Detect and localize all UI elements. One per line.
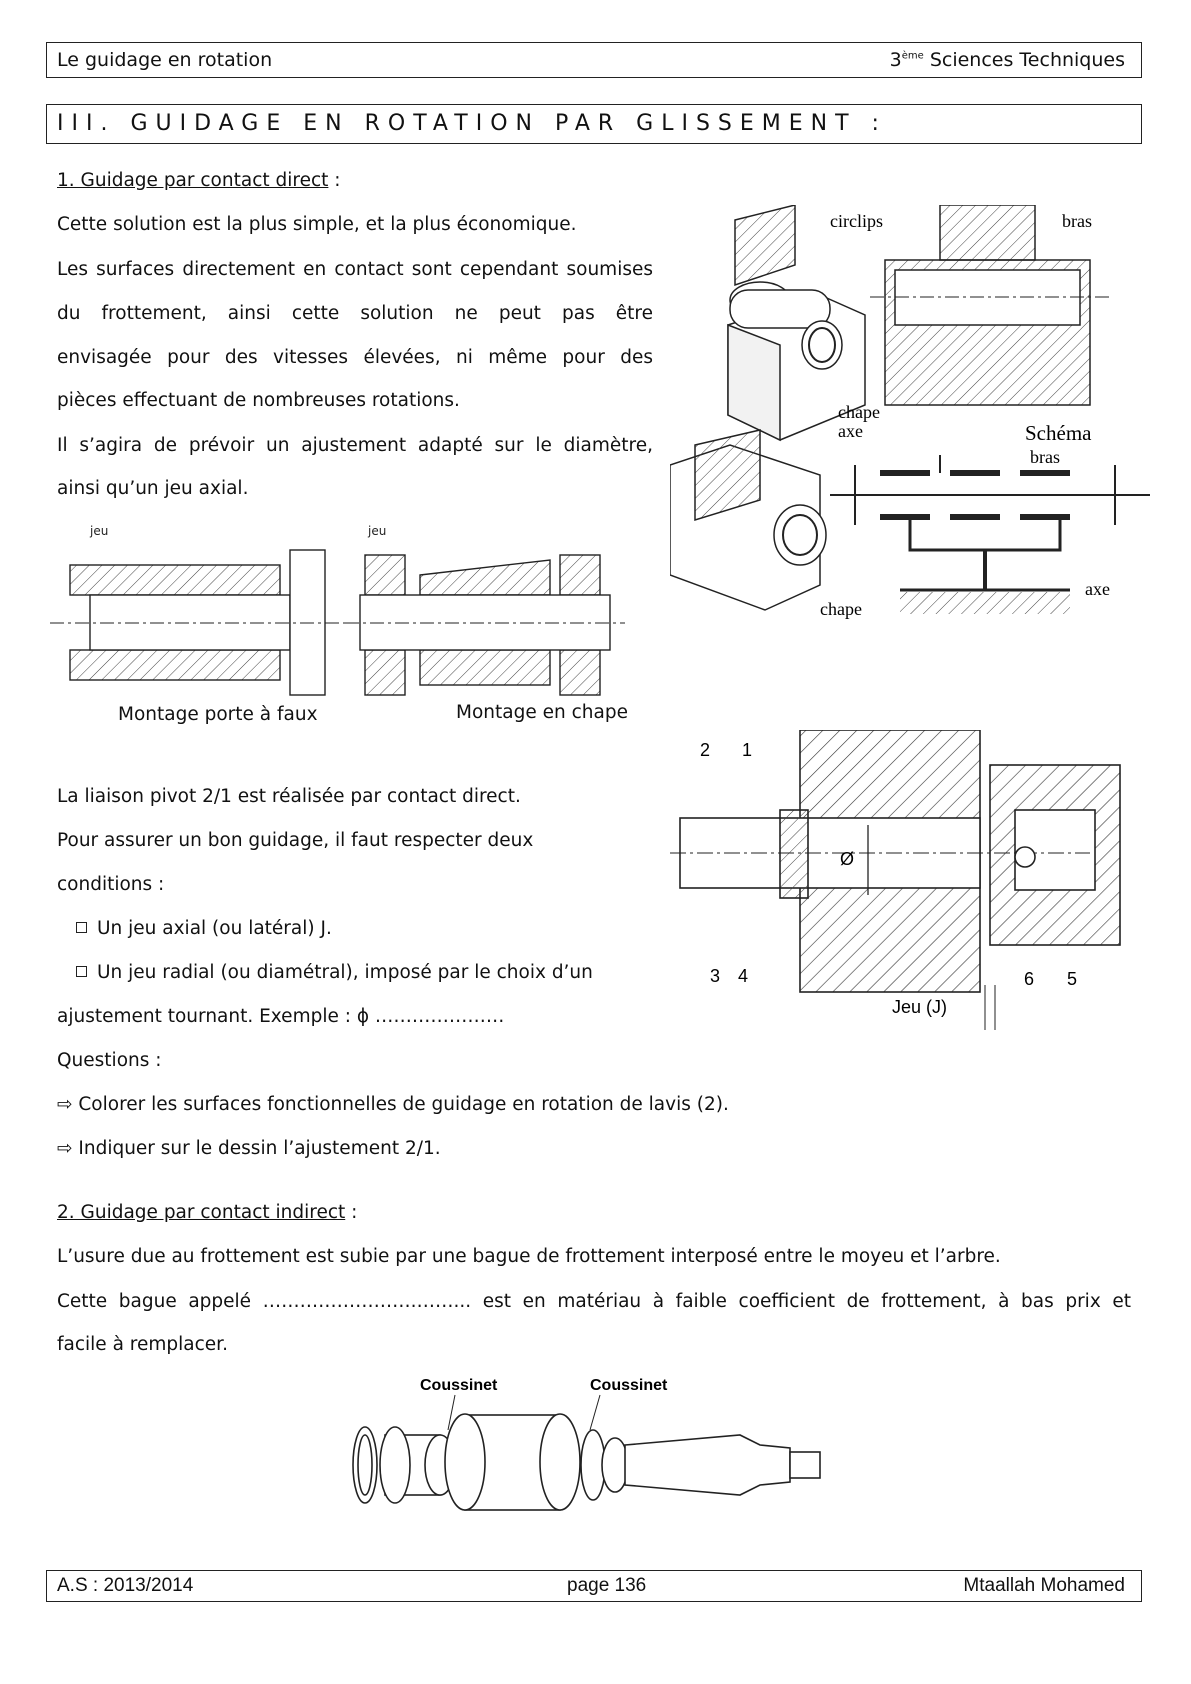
header-title: Le guidage en rotation bbox=[57, 49, 273, 71]
part1-line-1: Cette solution est la plus simple, et la plus économique. bbox=[57, 214, 577, 235]
pivot-label-1: 1 bbox=[742, 740, 753, 760]
part1-line-2: Les surfaces directement en contact sont cependant soumises bbox=[57, 259, 653, 280]
part1-line-7: ainsi qu’un jeu axial. bbox=[57, 478, 249, 499]
coussinet-left-label: Coussinet bbox=[420, 1377, 498, 1394]
section-title: III. GUIDAGE EN ROTATION PAR GLISSEMENT : bbox=[57, 111, 887, 136]
page-header bbox=[46, 42, 1142, 78]
pivot-label-jeu: Jeu (J) bbox=[892, 997, 948, 1017]
checkbox-icon bbox=[76, 966, 87, 977]
chape-figure bbox=[670, 205, 1150, 655]
jeu-label-left: jeu bbox=[90, 524, 109, 538]
label-schema-bras: bras bbox=[1030, 447, 1060, 467]
caption-porte-a-faux: Montage porte à faux bbox=[118, 704, 318, 725]
pivot-line-2: Pour assurer un bon guidage, il faut respecter deux bbox=[57, 830, 534, 851]
bullet-1: Un jeu axial (ou latéral) J. bbox=[76, 919, 332, 939]
pivot-line-3: conditions : bbox=[57, 874, 165, 895]
footer-author: Mtaallah Mohamed bbox=[963, 1575, 1125, 1596]
chape-3d-bottom bbox=[670, 430, 826, 610]
label-circlips: circlips bbox=[830, 211, 883, 231]
checkbox-icon bbox=[76, 922, 87, 933]
question-1: ⇨ Colorer les surfaces fonctionnelles de guidage en rotation de lavis (2). bbox=[57, 1094, 729, 1115]
pivot-label-4: 4 bbox=[738, 966, 749, 986]
pivot-label-3: 3 bbox=[710, 966, 721, 986]
label-schema: Schéma bbox=[1025, 421, 1092, 445]
part2-line-3: facile à remplacer. bbox=[57, 1334, 228, 1355]
pivot-label-phi: Ø bbox=[840, 849, 855, 869]
header-class: 3ème Sciences Techniques bbox=[889, 49, 1125, 71]
montage-figures bbox=[50, 515, 650, 700]
example-line: ajustement tournant. Exemple : ϕ ………………… bbox=[57, 1006, 505, 1027]
pivot-label-2: 2 bbox=[700, 740, 711, 760]
page-footer bbox=[46, 1570, 1142, 1602]
part1-line-5: pièces effectuant de nombreuses rotations. bbox=[57, 390, 460, 411]
label-axe: axe bbox=[838, 421, 863, 441]
label-bras: bras bbox=[1062, 211, 1092, 231]
section-view bbox=[870, 205, 1110, 405]
part1-line-6: Il s’agira de prévoir un ajustement adapté sur le diamètre, bbox=[57, 435, 653, 456]
jeu-label-right: jeu bbox=[368, 524, 387, 538]
caption-en-chape: Montage en chape bbox=[456, 702, 628, 723]
part1-line-4: envisagée pour des vitesses élevées, ni même pour des bbox=[57, 347, 653, 368]
bullet-2: Un jeu radial (ou diamétral), imposé par le choix d’un bbox=[76, 963, 593, 983]
questions-label: Questions : bbox=[57, 1050, 162, 1071]
part2-line-2: Cette bague appelé …………………….……... est en matériau à faible coefficient de frottement, à bas prix et bbox=[57, 1291, 1131, 1312]
question-2: ⇨ Indiquer sur le dessin l’ajustement 2/1. bbox=[57, 1138, 441, 1159]
part1-heading: 1. Guidage par contact direct : bbox=[57, 170, 341, 191]
pivot-label-6: 6 bbox=[1024, 969, 1035, 989]
coussinet-right-label: Coussinet bbox=[590, 1377, 668, 1394]
pivot-label-5: 5 bbox=[1067, 969, 1078, 989]
footer-year: A.S : 2013/2014 bbox=[57, 1575, 194, 1596]
arrow-icon: ⇨ bbox=[57, 1138, 79, 1159]
label-chape: chape bbox=[838, 402, 880, 422]
pivot-line-1: La liaison pivot 2/1 est réalisée par contact direct. bbox=[57, 786, 521, 807]
part2-line-1: L’usure due au frottement est subie par une bague de frottement interposé entre le moyeu et l’arbre. bbox=[57, 1246, 1001, 1267]
montage-porte-a-faux bbox=[50, 524, 350, 695]
coussinet-figure bbox=[340, 1370, 850, 1540]
section-title-box bbox=[46, 104, 1142, 144]
pivot-figure bbox=[670, 730, 1130, 1040]
label-schema-axe: axe bbox=[1085, 579, 1110, 599]
part1-line-3: du frottement, ainsi cette solution ne peut pas être bbox=[57, 303, 653, 324]
part2-heading: 2. Guidage par contact indirect : bbox=[57, 1202, 358, 1223]
montage-en-chape bbox=[345, 524, 625, 695]
label-schema-chape: chape bbox=[820, 599, 862, 619]
footer-page: page 136 bbox=[567, 1575, 647, 1596]
arrow-icon: ⇨ bbox=[57, 1094, 79, 1115]
